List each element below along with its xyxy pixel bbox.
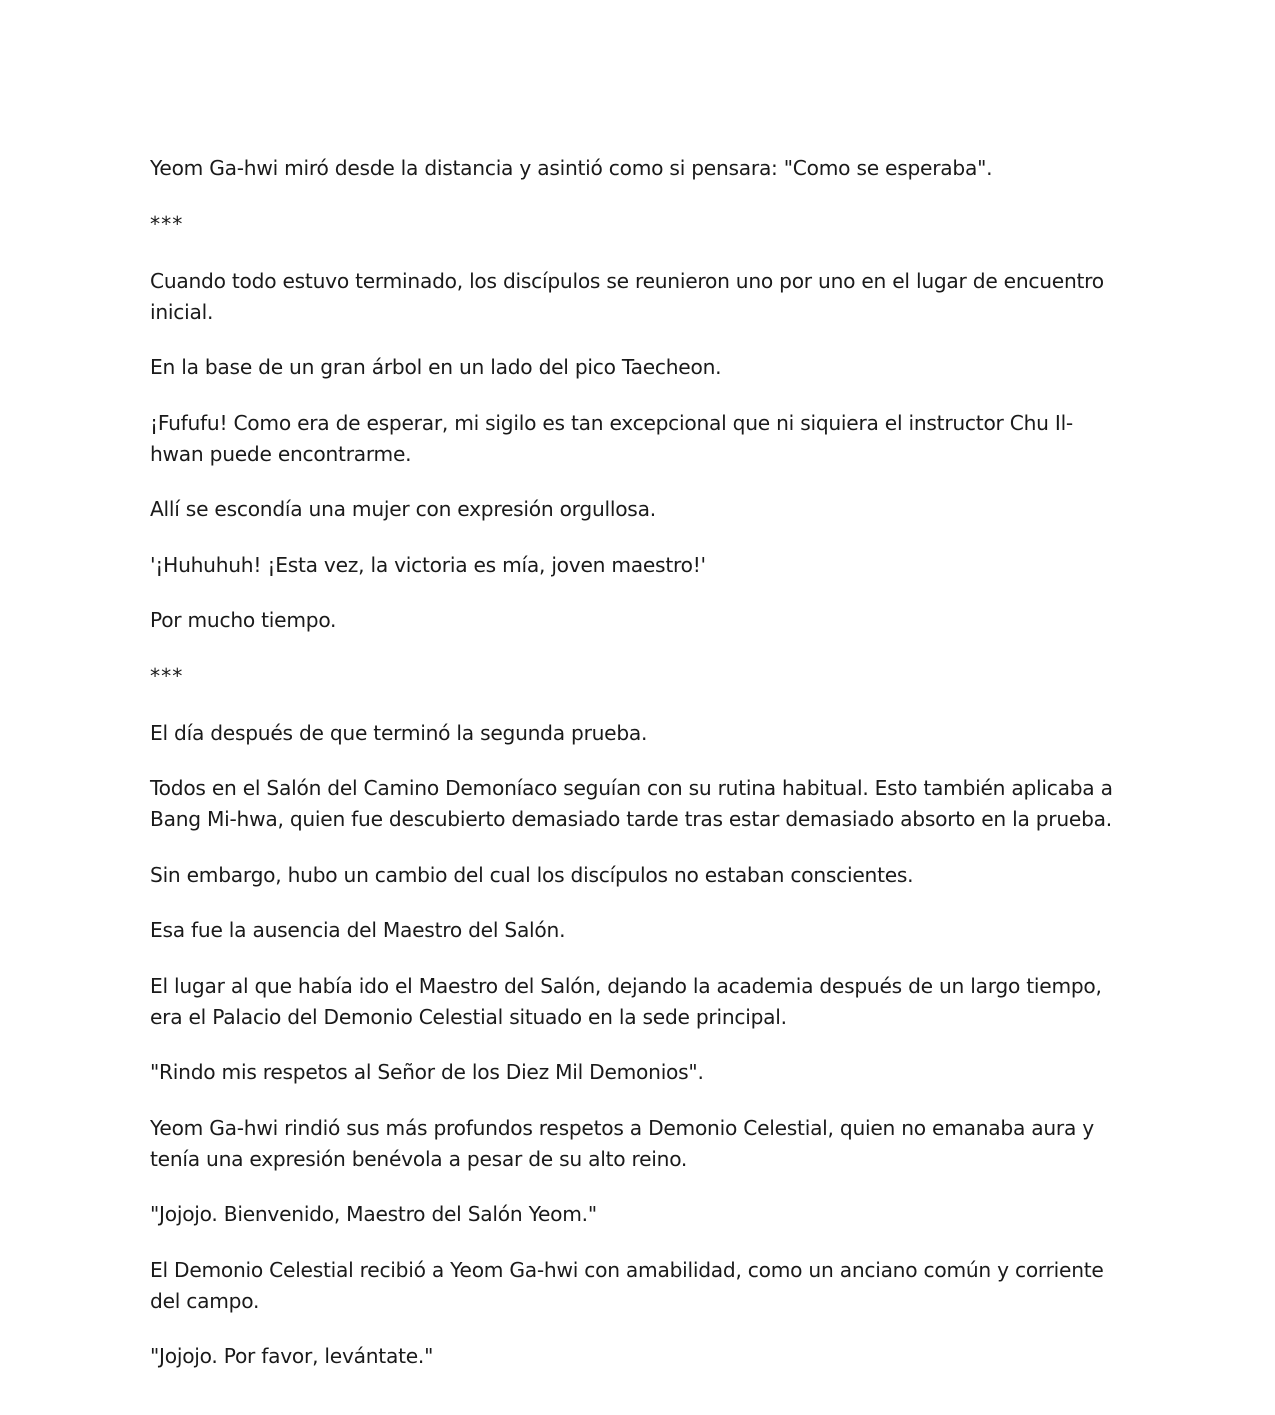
- paragraph: Allí se escondía una mujer con expresión orgullosa.: [150, 497, 656, 521]
- paragraph: '¡Huhuhuh! ¡Esta vez, la victoria es mía, joven maestro!': [150, 552, 706, 577]
- scene-separator: ***: [150, 211, 184, 236]
- paragraph: Yeom Ga-hwi rindió sus más profundos respetos a Demonio Celestial, quien no emanaba aura y tenía una expresión benévola a pesar de su alto reino.: [150, 1115, 1094, 1171]
- paragraph: Todos en el Salón del Camino Demoníaco seguían con su rutina habitual. Esto también aplicaba a Bang Mi-hwa, quien fue descubierto demasiado tarde tras estar demasiado absorto en la prueba.: [150, 776, 1113, 831]
- scene-separator: ***: [150, 663, 184, 688]
- paragraph: El día después de que terminó la segunda prueba.: [150, 720, 648, 745]
- paragraph: Sin embargo, hubo un cambio del cual los discípulos no estaban conscientes.: [150, 862, 914, 887]
- paragraph: "Jojojo. Bienvenido, Maestro del Salón Yeom.": [150, 1202, 597, 1226]
- paragraph: El Demonio Celestial recibió a Yeom Ga-hwi con amabilidad, como un anciano común y corriente del campo.: [150, 1257, 1104, 1313]
- paragraph: Esa fue la ausencia del Maestro del Salón.: [150, 918, 566, 942]
- paragraph: Por mucho tiempo.: [150, 608, 337, 632]
- paragraph: Cuando todo estuvo terminado, los discípulos se reunieron uno por uno en el lugar de encuentro inicial.: [150, 268, 1104, 324]
- paragraph: "Rindo mis respetos al Señor de los Diez Mil Demonios".: [150, 1060, 704, 1084]
- paragraph: En la base de un gran árbol en un lado del pico Taecheon.: [150, 355, 722, 379]
- paragraph: Yeom Ga-hwi miró desde la distancia y asintió como si pensara: "Como se esperaba".: [150, 156, 993, 180]
- paragraph: "Jojojo. Por favor, levántate.": [150, 1344, 434, 1368]
- paragraph: El lugar al que había ido el Maestro del Salón, dejando la academia después de un largo tiempo, era el Palacio del Demonio Celestial situado en la sede principal.: [150, 973, 1102, 1029]
- paragraph: ¡Fufufu! Como era de esperar, mi sigilo es tan excepcional que ni siquiera el instructor Chu Il-hwan puede encontrarme.: [150, 410, 1073, 466]
- document-body: [150, 153, 1125, 1397]
